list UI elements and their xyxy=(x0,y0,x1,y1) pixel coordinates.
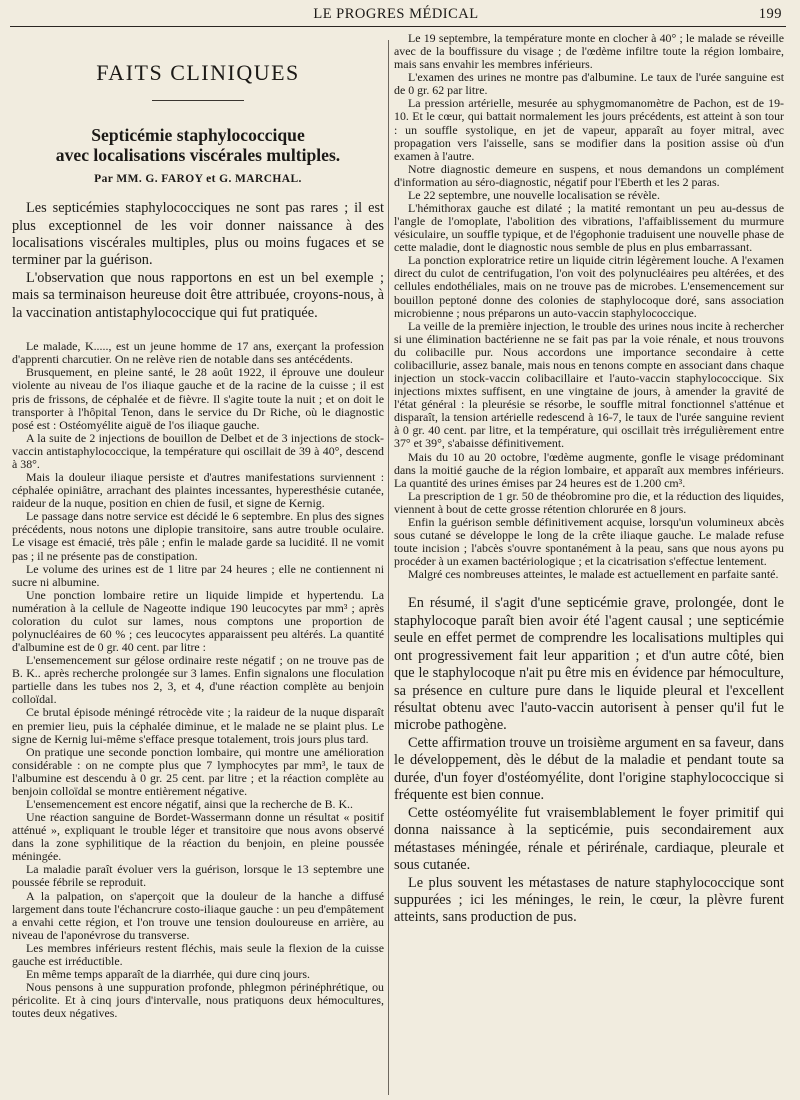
case-paragraph: La pression artérielle, mesurée au sphygmomanomètre de Pachon, est de 19-10. Et le cœur, qui battait normalement les jours précédents, est atteint à son tour : un souffle systolique, en jet de vapeur, apparaît au foyer mitral, avec propagation vers l'aisselle, sans se modifier dans la position assise où d'un examen à l'autre. xyxy=(394,96,784,163)
case-paragraph: En même temps apparaît de la diarrhée, qui dure cinq jours. xyxy=(26,967,310,981)
conclusion-paragraph: Le plus souvent les métastases de nature staphylococcique sont suppurées ; ici les méninges, le rein, le cœur, la plèvre furent atteints, sans production de pus. xyxy=(394,874,784,926)
case-paragraph: L'examen des urines ne montre pas d'albumine. Le taux de l'urée sanguine est de 0 gr. 62 par litre. xyxy=(394,70,784,98)
page-number: 199 xyxy=(758,6,782,22)
journal-title: LE PROGRES MÉDICAL xyxy=(313,6,479,22)
article-title-line-2: avec localisations viscérales multiples. xyxy=(55,145,341,165)
case-paragraph: La veille de la première injection, le trouble des urines nous incite à rechercher si une élimination bactérienne ne se fait pas par la voie rénale, et nous trouvons du colibacille pur. Nous accordons une importance secondaire à cette colibacillurie, assez banale, mais nous en tenons compte en associant dans chaque injection un stock-vaccin colibacillaire et l'auto-vaccin staphylococcique. Six injections mixtes suffisent, en une vingtaine de jours, à amender la gravité de l'état général : la pleurésie se résorbe, le souffle mitral fonctionnel s'atténue et disparaît, la tension artérielle redescend à 16-7, le taux de l'urée sanguine revient à 0 gr. 40 cent. par litre, et la température, qui oscillait très irrégulièrement entre 37° et 39°, s'abaisse définitivement. xyxy=(394,318,784,451)
case-paragraph: Une réaction sanguine de Bordet-Wassermann donne un résultat « positif atténué », expliquant le trouble léger et transitoire que nous avons observé dans la zone syphilitique de la réaction du benjoin, en pleine poussée méningée. xyxy=(12,810,384,864)
case-paragraph: Le passage dans notre service est décidé le 6 septembre. En plus des signes précédents, nous notons une diplopie transitoire, sans autre trouble oculaire. Le visage est émacié, très pâle ; enfin le malade garde sa lucidité. Il ne vomit pas ; il ne présente pas de constipation. xyxy=(12,509,384,563)
case-paragraph: Une ponction lombaire retire un liquide limpide et hypertendu. La numération à la cellule de Nageotte indique 190 leucocytes par mm³ ; après coloration du culot sur lames, nous comptons une proportion de polynucléaires de 60 % ; ces leucocytes apparaissent peu altérés. La quantité d'albumine est de 0 gr. 40 cent. par litre : xyxy=(12,587,384,655)
left-column xyxy=(12,32,384,1020)
article-title-line-1: Septicémie staphylococcique xyxy=(91,125,305,145)
title-rule xyxy=(152,100,244,101)
right-column xyxy=(394,32,784,927)
case-paragraph: Les membres inférieurs restent fléchis, mais seule la flexion de la cuisse gauche est irréductible. xyxy=(12,940,384,968)
conclusion-paragraph: Cette ostéomyélite fut vraisemblablement le foyer primitif qui donna naissance à la septicémie, puis secondairement aux métastases méningée, rénale et périrénale, cardiaque, pleurale et sous cutanée. xyxy=(394,804,784,874)
case-paragraph: On pratique une seconde ponction lombaire, qui montre une amélioration considérable : on ne compte plus que 7 lymphocytes par mm³, le taux de l'albumine est descendu à 0 gr. 25 cent. par litre ; et la réaction complète au benjoin colloïdal se montre entièrement négative. xyxy=(12,744,384,798)
intro-paragraph: L'observation que nous rapportons en est un bel exemple ; mais sa terminaison heureuse doit être attribuée, croyons-nous, à la vaccination antistaphylococcique qui fut pratiquée. xyxy=(12,269,384,321)
article-intro xyxy=(12,200,384,322)
case-paragraph: L'ensemencement est encore négatif, ainsi que la recherche de B. K.. xyxy=(26,796,354,811)
case-paragraph: A la palpation, on s'aperçoit que la douleur de la hanche a diffusé largement dans toute l'échancrure costo-iliaque gauche : un peu d'empâtement a envahi cette région, et l'on trouve une tension douloureuse en arrière, au niveau de l'aponévrose du transverse. xyxy=(12,888,384,942)
section-title: FAITS CLINIQUES xyxy=(96,60,300,85)
conclusion-paragraph: Cette affirmation trouve un troisième argument en sa faveur, dans le développement, dès le début de la maladie et pendant toute sa durée, d'un foyer d'ostéomyélite, dont l'origine staphylococcique si fréquente est bien connue. xyxy=(394,734,784,804)
case-paragraph: La prescription de 1 gr. 50 de théobromine pro die, et la réduction des liquides, viennent à bout de cette grosse rétention chlorurée en 8 jours. xyxy=(394,488,784,516)
case-paragraph: Ce brutal épisode méningé rétrocède vite ; la raideur de la nuque disparaît en premier lieu, puis la céphalée diminue, et le malade ne se plaint plus. Le signe de Kernig lui-même s'efface presque totalement, trois jours plus tard. xyxy=(12,705,384,746)
case-paragraph: Le 19 septembre, la température monte en clocher à 40° ; le malade se réveille avec de la bouffissure du visage ; de l'œdème infiltre toute la région lombaire, mais sans envahir les membres inférieurs. xyxy=(394,31,784,72)
conclusion xyxy=(394,595,784,927)
case-paragraph: Brusquement, en pleine santé, le 28 août 1922, il éprouve une douleur violente au niveau de l'os iliaque gauche et de la racine de la cuisse ; il est pris de frissons, de céphalée et de fièvre. Il s'agite toute la nuit ; et on doit le transporter à l'hôpital Tenon, dans le service du Dr Riche, où le diagnostic posé est : Ostéomyélite aiguë de l'os iliaque gauche. xyxy=(12,365,384,432)
case-paragraph: Malgré ces nombreuses atteintes, le malade est actuellement en parfaite santé. xyxy=(408,567,779,582)
intro-paragraph: Les septicémies staphylococciques ne sont pas rares ; il est plus exceptionnel de les voir donner naissance à des localisations viscérales multiples, plus ou moins fugaces et se terminer par la guérison. xyxy=(12,200,384,269)
case-paragraph: A la suite de 2 injections de bouillon de Delbet et de 3 injections de stock-vaccin antistaphylococcique, la température qui oscillait de 39 à 40°, descend à 38°. xyxy=(12,430,384,471)
article-authors: Par MM. G. FAROY et G. MARCHAL. xyxy=(94,173,302,185)
column-divider xyxy=(388,40,389,1095)
case-paragraph: Le 22 septembre, une nouvelle localisation se révèle. xyxy=(408,187,660,202)
case-paragraph: Le volume des urines est de 1 litre par 24 heures ; elle ne contiennent ni sucre ni albumine. xyxy=(12,561,384,589)
article-title xyxy=(12,125,384,165)
running-header xyxy=(10,4,782,26)
header-rule xyxy=(10,26,786,27)
case-paragraph: La ponction exploratrice retire un liquide citrin légèrement louche. A l'examen direct du culot de centrifugation, l'on voit des polynucléaires peu altérées, et des cellules endothéliales, mais on ne trouve pas de microbes. L'ensemencement sur bouillon peptoné donne des colonies de staphylocoque doré, sans association microbienne ; nous préparons un auto-vaccin staphylococcique. xyxy=(394,253,784,320)
case-paragraph: L'ensemencement sur gélose ordinaire reste négatif ; on ne trouve pas de B. K.. après recherche prolongée sur 3 lames. Enfin signalons une floculation partielle dans les tubes nos 2, 3, et 4, d'une réaction complète au benjoin colloïdal. xyxy=(12,653,384,707)
case-paragraph: Mais la douleur iliaque persiste et d'autres manifestations surviennent : céphalée opiniâtre, arrachant des plaintes incessantes, hyperesthésie cutanée, raideur de la nuque, position en chien de fusil, et signe de Kernig. xyxy=(12,470,384,511)
case-block xyxy=(12,510,384,1020)
case-paragraph: Notre diagnostic demeure en suspens, et nous demandons un complément d'information au séro-diagnostic, négatif pour l'Eberth et les 2 paras. xyxy=(394,161,784,189)
case-paragraph: Le malade, K....., est un jeune homme de 17 ans, exerçant la profession d'apprenti charcutier. On ne relève rien de notable dans ses antécédents. xyxy=(12,339,384,367)
case-paragraph: Nous pensons à une suppuration profonde, phlegmon périnéphrétique, ou péricolite. Et à cinq jours d'intervalle, nous pratiquons deux hémocultures, toutes deux négatives. xyxy=(12,980,384,1021)
case-paragraph: Enfin la guérison semble définitivement acquise, lorsqu'un volumineux abcès sous cutané se développe le long de la crête iliaque gauche. Le malade refuse toute incision ; l'abcès s'ouvre spontanément à la peau, sans que nous ayons pu procéder à un examen bactériologique ; et la cicatrisation s'effectue lentement. xyxy=(394,514,784,569)
case-block xyxy=(12,340,384,510)
case-block xyxy=(394,32,784,581)
case-paragraph: Mais du 10 au 20 octobre, l'œdème augmente, gonfle le visage prédominant dans la moitié gauche de la région lombaire, et apparaît aux membres inférieurs. La quantité des urines émises par 24 heures est de 1.200 cm³. xyxy=(394,449,784,490)
case-paragraph: L'hémithorax gauche est dilaté ; la matité remontant un peu au-dessus de l'angle de l'omoplate, l'abolition des vibrations, l'affaiblissement du murmure vésiculaire, un souffle typique, et de l'égophonie traduisent une nouvelle phase de cette maladie, dont le diagnostic nous semble de plus en plus embarrassant. xyxy=(394,201,784,255)
conclusion-paragraph: En résumé, il s'agit d'une septicémie grave, prolongée, dont le staphylocoque paraît bien avoir été l'agent causal ; une septicémie seule en effet permet de comprendre les localisations multiples qui ont progressivement fait leur apparition ; et d'un autre côté, bien que le staphylocoque n'ait pu être mis en évidence par hémoculture, sa présence en culture pure dans le liquide pleural et l'excellent résultat obtenu avec l'auto-vaccin autorisent à penser qu'il fut le microbe pathogène. xyxy=(394,595,784,734)
case-paragraph: La maladie paraît évoluer vers la guérison, lorsque le 13 septembre une poussée fébrile se reproduit. xyxy=(12,862,384,890)
